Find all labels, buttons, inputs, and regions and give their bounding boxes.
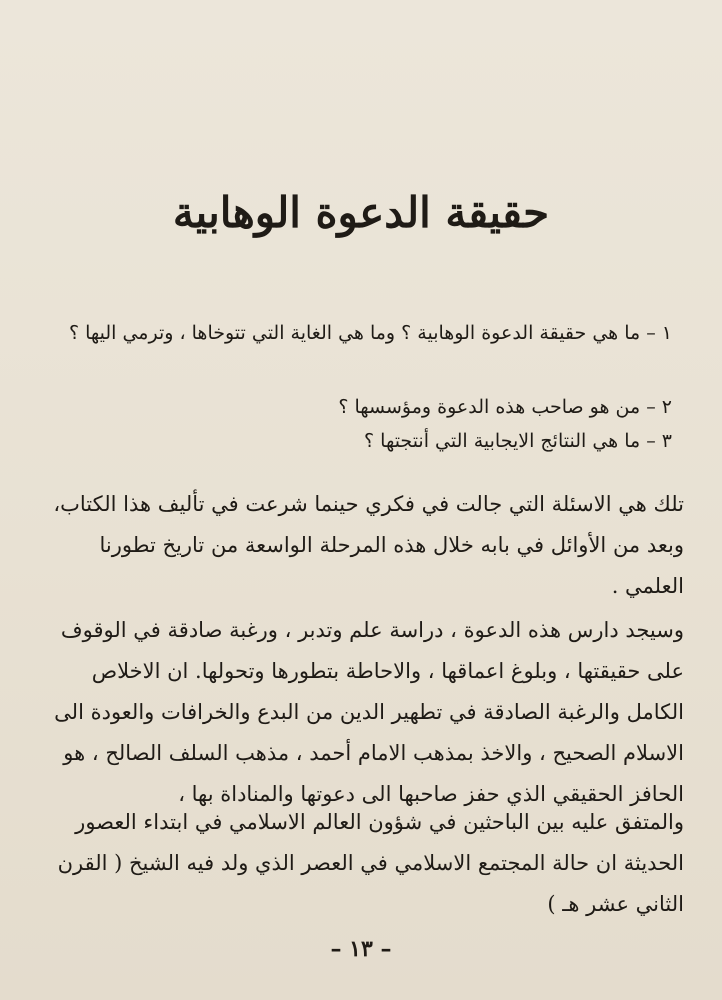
show-through-text: ⁠ ⁠ ⁠ ⁠ ⁠ ⁠ ⁠ ⁠ ⁠ ⁠ ⁠ ⁠ ⁠ ⁠ ⁠ ⁠ ⁠ ⁠ ⁠ ⁠ ⁠ ⁠ ⁠ ⁠ ⁠ ⁠ ⁠ ⁠ ⁠ ⁠ ⁠ ⁠ ⁠ ⁠ ⁠ [474, 10, 680, 32]
page-title: حقيقة الدعوة الوهابية [172, 188, 550, 237]
question-2: ٢ – من هو صاحب هذه الدعوة ومؤسسها ؟ [338, 396, 672, 418]
page-number: – ١٣ – [330, 936, 392, 962]
question-3: ٣ – ما هي النتائج الايجابية التي أنتجتها ؟ [364, 430, 672, 452]
question-1: ١ – ما هي حقيقة الدعوة الوهابية ؟ وما هي الغاية التي تتوخاها ، وترمي اليها ؟ [68, 322, 672, 344]
paragraph-intro: تلك هي الاسئلة التي جالت في فكري حينما شرعت في تأليف هذا الكتاب، وبعد من الأوائل في بابه خلال هذه المرحلة الواسعة من تاريخ تطورنا العلمي . [53, 492, 684, 598]
paragraph-study: وسيجد دارس هذه الدعوة ، دراسة علم وتدبر ، ورغبة صادقة في الوقوف على حقيقتها ، وبلوغ اعماقها ، والاحاطة بتطورها وتحولها. ان الاخلاص الكامل والرغبة الصادقة في تطهير الدين من البدع والخرافات والعودة الى الاسلام الصحيح ، والاخذ بمذهب الامام أحمد ، مذهب السلف الصالح ، هو الحافز الحقيقي الذي حفز صاحبها الى دعوتها والمناداة بها ، [54, 618, 684, 806]
paragraph-history: والمتفق عليه بين الباحثين في شؤون العالم الاسلامي في ابتداء العصور الحديثة ان حالة المجتمع الاسلامي في العصر الذي ولد فيه الشيخ ( القرن الثاني عشر هـ ) [57, 810, 684, 916]
